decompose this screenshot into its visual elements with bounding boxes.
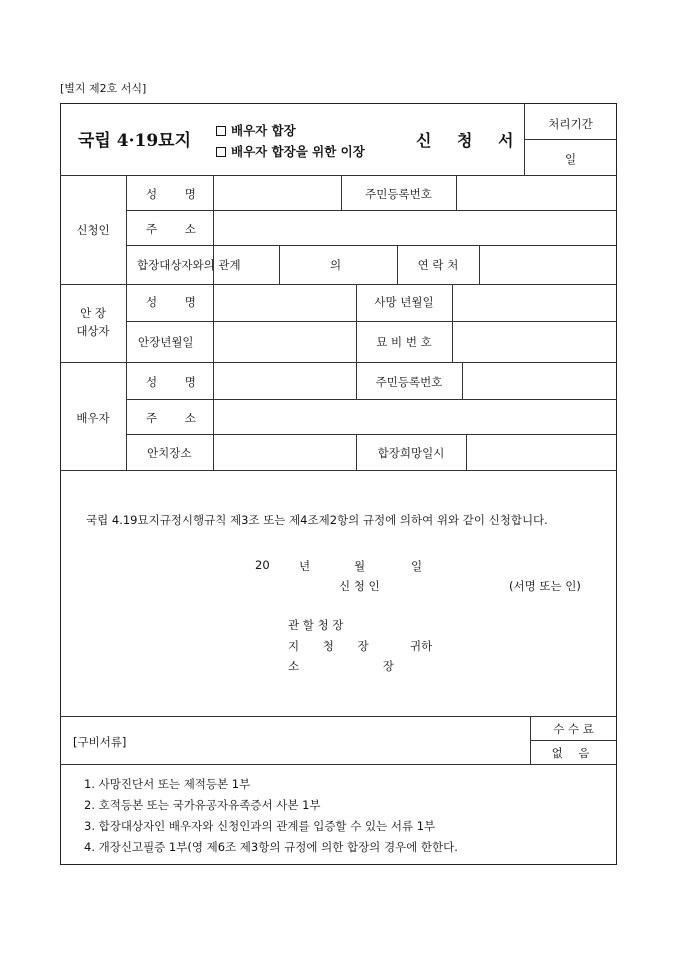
- divider: [126, 434, 617, 435]
- form-reference: [별지 제2호 서식]: [60, 82, 147, 95]
- date-year-label: 년: [299, 559, 311, 573]
- deceased-name-label: 성 명: [146, 295, 208, 309]
- authority-label-2: 지 청 장: [288, 639, 379, 653]
- applicant-relation-label: 합장대상자와의 관계: [137, 258, 241, 272]
- date-year-prefix: 20: [255, 558, 270, 572]
- deceased-tomb-no-label: 묘 비 번 호: [376, 335, 432, 349]
- divider: [524, 139, 617, 140]
- divider: [279, 245, 280, 284]
- authority-label-1: 관 할 청 장: [288, 618, 344, 632]
- date-day-label: 일: [411, 559, 423, 573]
- applicant-contact-label: 연 락 처: [417, 258, 459, 272]
- spouse-remains-place-label: 안치장소: [147, 446, 192, 460]
- divider: [60, 716, 617, 717]
- divider: [213, 175, 214, 470]
- form-title: 국립 4·19묘지: [78, 131, 192, 151]
- applicant-relation-suffix: 의: [330, 258, 342, 272]
- document-item: 3. 합장대상자인 배우자와 신청인과의 관계를 입증할 수 있는 서류 1부: [84, 819, 436, 833]
- date-month-label: 월: [354, 559, 366, 573]
- applicant-resident-no-label: 주민등록번호: [365, 187, 432, 201]
- applicant-name-label: 성 명: [146, 187, 208, 201]
- option-label: 배우자 합장: [231, 123, 296, 138]
- applicant-section-label: 신청인: [76, 223, 110, 237]
- divider: [60, 470, 617, 471]
- declaration-applicant-label: 신 청 인: [339, 579, 380, 593]
- applicant-address-label: 주 소: [146, 222, 208, 236]
- spouse-section-label: 배우자: [76, 411, 110, 425]
- divider: [126, 399, 617, 400]
- divider: [60, 362, 617, 363]
- spouse-address-label: 주 소: [146, 411, 208, 425]
- declaration-text: 국립 4.19묘지규정시행규칙 제3조 또는 제4조제2항의 규정에 의하여 위와 같이 신청합니다.: [86, 513, 548, 527]
- deceased-section-label-2: 대상자: [76, 324, 110, 338]
- option-relocation-for-joint-burial[interactable]: [216, 142, 365, 160]
- authority-label-3: 소 장: [288, 659, 434, 673]
- checkbox-icon[interactable]: [216, 126, 226, 136]
- divider: [462, 362, 463, 399]
- spouse-resident-no-label: 주민등록번호: [375, 375, 443, 389]
- spouse-name-label: 성 명: [146, 375, 208, 389]
- spouse-burial-wish-label: 합장희망일시: [377, 446, 445, 460]
- divider: [466, 434, 467, 470]
- processing-period-unit: 일: [564, 152, 577, 166]
- processing-period-label: 처리기간: [548, 117, 593, 131]
- required-documents-label: [구비서류]: [73, 735, 127, 749]
- divider: [530, 740, 617, 741]
- document-item: 1. 사망진단서 또는 제적등본 1부: [84, 777, 251, 791]
- divider: [126, 175, 127, 470]
- divider: [452, 284, 453, 362]
- fee-value: 없 음: [551, 746, 596, 760]
- divider: [126, 321, 617, 322]
- option-spouse-joint-burial[interactable]: [216, 121, 296, 139]
- deceased-burial-date-label: 안장년월일: [138, 335, 194, 349]
- divider: [479, 245, 480, 284]
- divider: [60, 764, 617, 765]
- divider: [126, 210, 617, 211]
- divider: [456, 175, 457, 210]
- signature-label: (서명 또는 인): [509, 579, 581, 593]
- recipient-label: 귀하: [410, 639, 433, 653]
- deceased-death-date-label: 사망 년월일: [374, 295, 434, 309]
- document-item: 4. 개장신고필증 1부(영 제6조 제3항의 규정에 의한 합장의 경우에 한한다.: [84, 840, 458, 854]
- divider: [60, 284, 617, 285]
- fee-label: 수 수 료: [553, 722, 594, 736]
- deceased-section-label-1: 안 장: [80, 306, 106, 320]
- option-label: 배우자 합장을 위한 이장: [231, 144, 365, 159]
- document-item: 2. 호적등본 또는 국가유공자유족증서 사본 1부: [84, 798, 321, 812]
- form-title-suffix: 신 청 서: [416, 131, 524, 150]
- divider: [60, 175, 617, 176]
- checkbox-icon[interactable]: [216, 147, 226, 157]
- divider: [126, 245, 617, 246]
